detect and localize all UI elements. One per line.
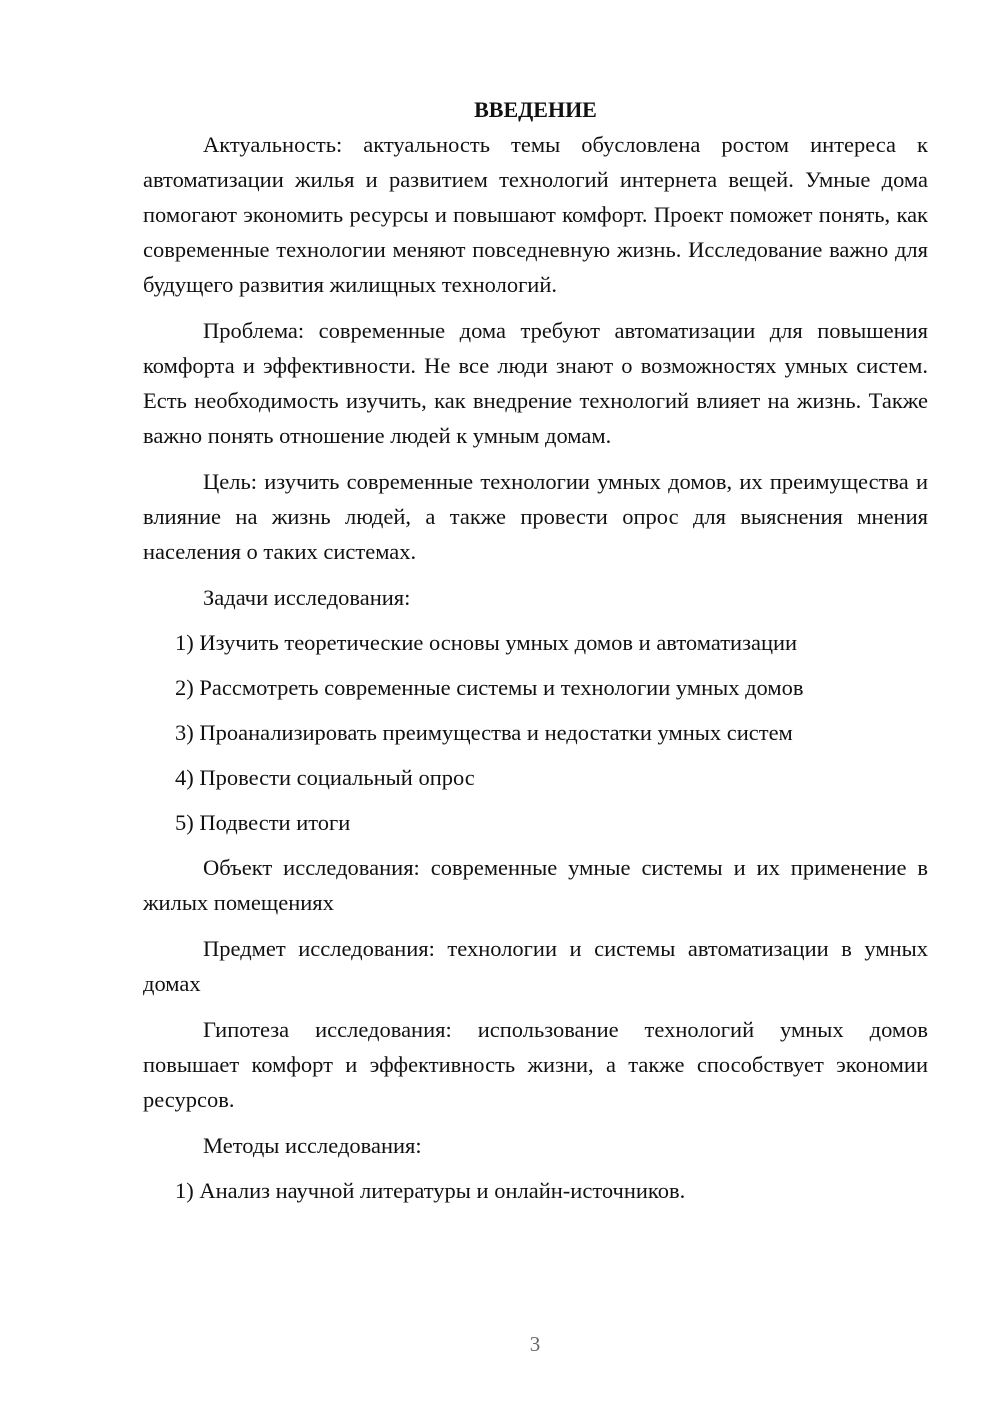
page-number: 3 [529, 1332, 541, 1356]
tasks-heading: Задачи исследования: [203, 585, 411, 610]
relevance-paragraph: Актуальность: актуальность темы обусловлена ростом интереса к автоматизации жилья и развитием технологий интернета вещей. Умные дома помогают экономить ресурсы и повышают комфорт. Проект поможет понять, как современные технологии меняют повседневную жизнь. Исследование важно для будущего развития жилищных технологий. [143, 132, 928, 297]
problem-paragraph: Проблема: современные дома требуют автоматизации для повышения комфорта и эффективности. Не все люди знают о возможностях умных систем. Есть необходимость изучить, как внедрение технологий влияет на жизнь. Также важно понять отношение людей к умным домам. [143, 318, 928, 448]
page-body [143, 92, 928, 1208]
task-item-1: 1) Изучить теоретические основы умных домов и автоматизации [175, 630, 798, 655]
object-paragraph: Объект исследования: современные умные системы и их применение в жилых помещениях [143, 855, 928, 915]
task-item-2: 2) Рассмотреть современные системы и технологии умных домов [175, 675, 804, 700]
subject-paragraph: Предмет исследования: технологии и системы автоматизации в умных домах [143, 936, 928, 996]
goal-paragraph: Цель: изучить современные технологии умных домов, их преимущества и влияние на жизнь людей, а также провести опрос для выяснения мнения населения о таких системах. [143, 469, 928, 564]
task-item-4: 4) Провести социальный опрос [175, 765, 475, 790]
section-title: ВВЕДЕНИЕ [474, 97, 597, 122]
method-item-1: 1) Анализ научной литературы и онлайн-источников. [175, 1178, 686, 1203]
hypothesis-paragraph: Гипотеза исследования: использование технологий умных домов повышает комфорт и эффективность жизни, а также способствует экономии ресурсов. [143, 1017, 928, 1112]
task-item-3: 3) Проанализировать преимущества и недостатки умных систем [175, 720, 793, 745]
methods-heading: Методы исследования: [203, 1133, 422, 1158]
task-item-5: 5) Подвести итоги [175, 810, 351, 835]
